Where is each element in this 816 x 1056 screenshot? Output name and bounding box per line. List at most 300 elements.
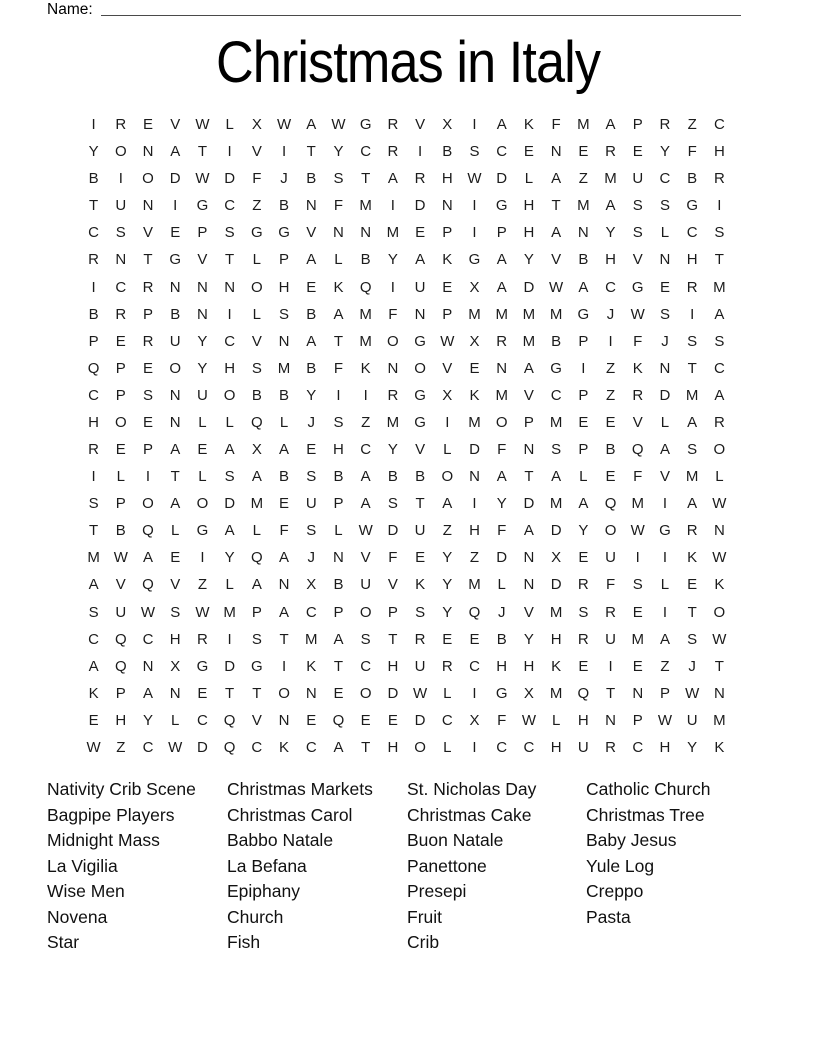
grid-cell: H (469, 522, 480, 540)
grid-cell: Y (306, 386, 317, 404)
grid-cell: G (169, 251, 182, 269)
grid-cell: R (632, 386, 644, 404)
grid-cell: M (713, 278, 726, 296)
grid-cell: M (468, 576, 481, 594)
grid-cell: A (224, 522, 235, 540)
grid-cell: E (197, 441, 208, 459)
grid-cell: I (690, 305, 695, 323)
grid-cell: O (359, 684, 372, 702)
word-list-column (227, 777, 373, 956)
grid-cell: A (88, 576, 99, 594)
grid-cell: P (496, 224, 507, 242)
grid-cell: U (115, 197, 127, 215)
grid-cell: M (549, 495, 563, 513)
grid-cell: V (143, 224, 154, 242)
grid-cell: C (496, 738, 508, 756)
grid-cell: T (333, 332, 344, 350)
word-list-item: Panettone (407, 855, 487, 876)
grid-cell: P (115, 359, 126, 377)
grid-cell: B (333, 468, 344, 486)
grid-cell: J (688, 657, 696, 675)
grid-cell: T (197, 143, 208, 161)
grid-cell: L (334, 251, 343, 269)
grid-cell: K (551, 657, 562, 675)
grid-cell: O (441, 468, 454, 486)
grid-cell: I (145, 468, 151, 486)
grid-cell: I (445, 413, 450, 431)
grid-cell: E (442, 278, 453, 296)
grid-cell: J (661, 332, 669, 350)
grid-cell: L (660, 413, 670, 431)
grid-cell: Z (116, 738, 126, 756)
grid-cell: H (115, 711, 127, 729)
grid-cell: O (495, 413, 508, 431)
grid-cell: A (496, 278, 507, 296)
grid-cell: M (386, 224, 400, 242)
grid-cell: V (632, 413, 643, 431)
grid-cell: N (659, 251, 671, 269)
grid-cell: O (414, 738, 426, 756)
grid-cell: N (360, 224, 372, 242)
grid-cell: Y (387, 251, 398, 269)
word-list-item: Novena (47, 906, 108, 927)
grid-cell: R (387, 116, 399, 134)
grid-cell: A (523, 522, 534, 540)
grid-cell: Z (660, 657, 670, 675)
grid-cell: T (388, 630, 398, 648)
grid-cell: F (687, 143, 697, 161)
grid-cell: O (114, 143, 127, 161)
word-list-item: Pasta (586, 906, 631, 927)
grid-cell: Q (114, 657, 127, 675)
grid-cell: N (605, 711, 616, 729)
grid-cell: Q (251, 413, 263, 431)
grid-cell: O (142, 170, 154, 188)
word-list-item: Creppo (586, 881, 644, 901)
grid-cell: E (605, 468, 616, 486)
grid-cell: E (306, 711, 317, 729)
grid-cell: R (713, 413, 725, 431)
grid-cell: X (442, 386, 453, 404)
grid-cell: T (225, 251, 235, 269)
grid-cell: V (170, 116, 181, 134)
grid-cell: G (686, 197, 699, 215)
grid-cell: N (333, 549, 344, 567)
word-list-item: Bagpipe Players (47, 804, 175, 825)
grid-cell: D (414, 711, 426, 729)
grid-cell: S (224, 224, 235, 242)
grid-cell: I (472, 684, 477, 702)
grid-cell: P (279, 251, 290, 269)
grid-cell: I (717, 197, 722, 215)
name-label: Name: (47, 1, 93, 18)
word-search-grid (80, 111, 733, 761)
grid-cell: W (195, 170, 210, 188)
grid-cell: T (687, 603, 697, 621)
grid-cell: S (469, 143, 480, 161)
grid-cell: W (685, 684, 700, 702)
grid-cell: R (605, 603, 616, 621)
grid-cell: P (115, 386, 126, 404)
grid-cell: D (224, 170, 236, 188)
grid-cell: S (143, 386, 154, 404)
grid-cell: M (495, 305, 508, 323)
word-list-column (47, 777, 196, 956)
grid-cell: I (472, 224, 477, 242)
grid-cell: Y (143, 711, 154, 729)
grid-cell: S (551, 441, 562, 459)
grid-cell: B (306, 305, 317, 323)
grid-cell: G (495, 684, 508, 702)
grid-cell: W (712, 630, 727, 648)
grid-cell: R (115, 305, 127, 323)
grid-cell: F (605, 576, 616, 594)
grid-cell: C (496, 143, 508, 161)
grid-cell: M (305, 630, 318, 648)
grid-cell: X (170, 657, 181, 675)
grid-cell: I (608, 332, 613, 350)
grid-cell: M (604, 170, 617, 188)
grid-cell: M (577, 197, 590, 215)
grid-cell: E (197, 684, 208, 702)
grid-cell: I (662, 495, 668, 513)
grid-cell: P (578, 332, 589, 350)
grid-cell: Y (88, 143, 99, 161)
grid-cell: C (441, 711, 453, 729)
grid-cell: E (523, 143, 534, 161)
grid-cell: A (578, 495, 589, 513)
grid-cell: H (523, 197, 535, 215)
grid-cell: H (523, 657, 535, 675)
grid-cell: A (605, 197, 616, 215)
grid-cell: E (415, 224, 426, 242)
grid-cell: C (115, 278, 127, 296)
grid-cell: Y (659, 143, 670, 161)
grid-cell: B (170, 305, 181, 323)
grid-cell: C (224, 332, 236, 350)
grid-cell: H (713, 143, 725, 161)
grid-cell: R (142, 332, 154, 350)
grid-cell: X (469, 711, 480, 729)
grid-cell: A (251, 468, 262, 486)
grid-cell: A (551, 224, 562, 242)
grid-cell: R (197, 630, 208, 648)
grid-cell: L (443, 738, 452, 756)
grid-cell: R (686, 278, 698, 296)
grid-cell: V (523, 386, 534, 404)
grid-cell: M (359, 305, 372, 323)
grid-cell: E (578, 413, 589, 431)
grid-cell: U (605, 630, 616, 648)
grid-cell: V (442, 359, 453, 377)
grid-cell: O (278, 684, 290, 702)
grid-cell: B (306, 170, 317, 188)
grid-cell: R (142, 278, 154, 296)
grid-cell: C (305, 738, 317, 756)
grid-cell: M (549, 413, 563, 431)
grid-cell: I (173, 197, 178, 215)
grid-cell: G (495, 197, 508, 215)
grid-cell: E (632, 657, 643, 675)
grid-cell: D (523, 278, 535, 296)
grid-cell: S (632, 224, 643, 242)
grid-cell: N (142, 657, 154, 675)
grid-cell: R (659, 116, 671, 134)
grid-cell: L (715, 468, 724, 486)
grid-cell: S (415, 603, 426, 621)
grid-cell: E (578, 657, 589, 675)
grid-cell: X (469, 332, 480, 350)
grid-cell: G (631, 278, 644, 296)
grid-cell: G (414, 332, 426, 350)
word-list-item: Buon Natale (407, 830, 504, 850)
name-blank-line[interactable] (101, 0, 741, 16)
grid-cell: L (225, 576, 234, 594)
grid-cell: M (359, 332, 372, 350)
grid-cell: F (333, 197, 344, 215)
grid-cell: D (224, 657, 236, 675)
grid-cell: Z (687, 116, 697, 134)
grid-cell: A (523, 359, 534, 377)
grid-cell: U (414, 657, 426, 675)
grid-cell: I (336, 386, 341, 404)
grid-cell: N (523, 549, 535, 567)
grid-cell: L (579, 468, 588, 486)
grid-cell: A (251, 576, 262, 594)
grid-cell: K (333, 278, 344, 296)
grid-cell: U (305, 495, 317, 513)
word-list-item: Christmas Carol (227, 804, 353, 825)
grid-cell: T (89, 197, 99, 215)
grid-cell: M (386, 413, 400, 431)
grid-cell: S (333, 170, 344, 188)
grid-cell: B (496, 630, 507, 648)
grid-cell: N (142, 197, 154, 215)
grid-cell: E (360, 711, 371, 729)
grid-cell: N (333, 224, 344, 242)
grid-cell: T (551, 197, 561, 215)
grid-cell: H (88, 413, 100, 431)
grid-cell: C (632, 738, 644, 756)
grid-cell: G (196, 657, 209, 675)
grid-cell: B (551, 332, 562, 350)
grid-cell: N (278, 576, 290, 594)
grid-cell: L (497, 576, 506, 594)
grid-cell: I (281, 143, 287, 161)
grid-cell: V (659, 468, 670, 486)
grid-cell: L (252, 305, 262, 323)
grid-cell: C (523, 738, 535, 756)
grid-cell: M (713, 711, 726, 729)
grid-cell: T (306, 143, 316, 161)
grid-cell: W (140, 603, 156, 621)
grid-cell: E (469, 359, 480, 377)
grid-cell: H (523, 224, 535, 242)
word-list-item: Fish (227, 932, 261, 952)
grid-cell: M (631, 495, 645, 513)
grid-cell: S (360, 630, 371, 648)
grid-cell: U (197, 386, 208, 404)
grid-cell: P (632, 711, 643, 729)
grid-cell: A (170, 143, 181, 161)
grid-cell: T (361, 170, 371, 188)
grid-cell: I (200, 549, 205, 567)
grid-cell: D (523, 495, 535, 513)
grid-cell: G (659, 522, 671, 540)
grid-cell: E (306, 278, 317, 296)
grid-cell: S (251, 630, 262, 648)
grid-cell: A (687, 495, 698, 513)
grid-cell: X (251, 116, 262, 134)
grid-cell: M (549, 305, 563, 323)
grid-cell: X (442, 116, 453, 134)
grid-cell: U (414, 522, 426, 540)
grid-cell: X (306, 576, 317, 594)
grid-cell: W (113, 549, 128, 567)
grid-cell: L (225, 413, 234, 431)
grid-cell: H (686, 251, 698, 269)
grid-cell: K (88, 684, 99, 702)
grid-cell: M (522, 305, 536, 323)
grid-cell: N (414, 305, 426, 323)
grid-cell: A (551, 170, 562, 188)
grid-cell: S (387, 495, 398, 513)
grid-cell: L (225, 116, 234, 134)
grid-cell: I (363, 386, 368, 404)
grid-cell: K (714, 576, 725, 594)
grid-cell: T (143, 251, 153, 269)
grid-cell: N (278, 711, 290, 729)
grid-cell: K (632, 359, 643, 377)
grid-cell: I (662, 549, 668, 567)
grid-cell: P (115, 495, 126, 513)
grid-cell: Z (197, 576, 208, 594)
word-list-item: St. Nicholas Day (407, 779, 537, 799)
grid-cell: R (414, 630, 426, 648)
grid-cell: I (118, 170, 123, 188)
grid-cell: I (91, 116, 96, 134)
word-list-item: Fruit (407, 906, 442, 927)
grid-cell: R (605, 738, 616, 756)
grid-cell: D (414, 197, 426, 215)
grid-cell: T (714, 657, 724, 675)
grid-cell: F (551, 116, 561, 134)
grid-cell: Z (605, 359, 616, 377)
grid-cell: S (687, 332, 698, 350)
grid-cell: K (687, 549, 698, 567)
grid-cell: W (276, 116, 292, 134)
grid-cell: U (686, 711, 698, 729)
grid-cell: L (551, 711, 561, 729)
grid-cell: B (360, 251, 371, 269)
grid-cell: K (714, 738, 725, 756)
grid-cell: A (496, 116, 507, 134)
grid-cell: P (333, 495, 344, 513)
grid-cell: L (116, 468, 125, 486)
grid-cell: L (198, 413, 207, 431)
grid-cell: L (524, 170, 534, 188)
grid-cell: C (197, 711, 208, 729)
grid-cell: V (632, 251, 643, 269)
grid-cell: N (469, 468, 480, 486)
grid-cell: M (549, 603, 563, 621)
grid-cell: A (659, 441, 670, 459)
grid-cell: Y (224, 549, 235, 567)
grid-cell: C (360, 657, 372, 675)
grid-cell: C (469, 657, 480, 675)
grid-cell: B (687, 170, 698, 188)
grid-cell: O (713, 603, 726, 621)
grid-cell: K (306, 657, 317, 675)
grid-cell: T (279, 630, 289, 648)
grid-cell: Y (197, 359, 208, 377)
grid-cell: V (415, 116, 426, 134)
grid-cell: A (88, 657, 99, 675)
grid-cell: S (306, 468, 317, 486)
grid-cell: H (169, 630, 181, 648)
grid-cell: S (714, 332, 725, 350)
grid-cell: D (659, 386, 671, 404)
grid-cell: V (170, 576, 181, 594)
grid-cell: S (659, 305, 670, 323)
grid-cell: B (605, 441, 616, 459)
grid-cell: F (633, 332, 643, 350)
grid-cell: P (143, 441, 154, 459)
grid-cell: B (88, 305, 99, 323)
grid-cell: N (142, 143, 154, 161)
grid-cell: T (361, 738, 371, 756)
grid-cell: M (495, 386, 508, 404)
word-list-item: Epiphany (227, 881, 300, 901)
grid-cell: L (171, 522, 180, 540)
grid-cell: A (333, 305, 344, 323)
grid-cell: B (387, 468, 398, 486)
grid-cell: A (143, 549, 154, 567)
grid-cell: I (662, 603, 668, 621)
grid-cell: N (523, 441, 535, 459)
grid-cell: C (550, 386, 562, 404)
grid-cell: W (630, 522, 645, 540)
grid-cell: R (115, 116, 127, 134)
grid-cell: G (414, 386, 426, 404)
grid-cell: E (115, 332, 126, 350)
grid-cell: V (523, 603, 534, 621)
grid-cell: A (687, 413, 698, 431)
grid-cell: S (687, 630, 698, 648)
grid-cell: K (442, 251, 453, 269)
grid-cell: D (496, 170, 508, 188)
grid-cell: C (713, 116, 725, 134)
grid-cell: L (443, 441, 452, 459)
grid-cell: L (198, 468, 207, 486)
word-list-item: La Vigilia (47, 855, 118, 876)
grid-cell: S (88, 495, 99, 513)
grid-cell: M (685, 468, 699, 486)
grid-cell: D (469, 441, 480, 459)
word-list-item: Church (227, 906, 284, 927)
grid-cell: Q (332, 711, 345, 729)
grid-cell: E (143, 359, 154, 377)
grid-cell: M (685, 386, 699, 404)
grid-cell: E (333, 684, 344, 702)
grid-cell: Q (223, 738, 236, 756)
grid-cell: V (387, 576, 398, 594)
grid-cell: M (468, 305, 481, 323)
word-list-item: Catholic Church (586, 779, 711, 799)
grid-cell: G (550, 359, 562, 377)
grid-cell: D (550, 576, 562, 594)
grid-cell: P (442, 224, 453, 242)
